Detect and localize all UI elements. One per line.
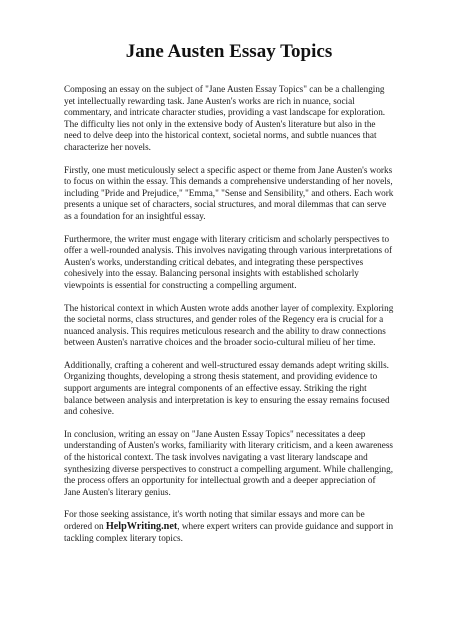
paragraph-closing (64, 509, 394, 544)
paragraph-writing-skills: Additionally, crafting a coherent and well-structured essay demands adept writing skills. Organizing thoughts, developing a strong thesis statement, and providing evidence to support arguments are integral components of an effective essay. Striking the right balance between analysis and interpretation is key to ensuring the essay remains focused and cohesive. (64, 359, 390, 417)
paragraph-literary-criticism: Furthermore, the writer must engage with literary criticism and scholarly perspectives to offer a well-rounded analysis. This involves navigating through various interpretations of Austen's works, understanding critical debates, and integrating these perspectives cohesively into the essay. Balancing personal insights with established scholarly viewpoints is essential for constructing a compelling argument. (64, 233, 393, 290)
helpwriting-link[interactable]: HelpWriting.net (105, 521, 178, 532)
document-page (64, 0, 394, 544)
paragraph-intro: Composing an essay on the subject of "Jane Austen Essay Topics" can be a challenging yet intellectually rewarding task. Jane Austen's works are rich in nuance, social commentary, and intricate character studies, providing a vast landscape for exploration. The difficulty lies not only in the extensive body of Austen's literature but also in the need to delve deep into the historical context, societal norms, and subtle nuances that characterize her novels. (64, 84, 386, 152)
closing-lead-text: For those seeking assistance, it's worth noting that similar essays and more can be ordered on (64, 509, 365, 531)
paragraph-conclusion: In conclusion, writing an essay on "Jane Austen Essay Topics" necessitates a deep understanding of Austen's works, familiarity with literary criticism, and a keen awareness of the historical context. The task involves navigating a vast literary landscape and synthesizing diverse perspectives to construct a compelling argument. While challenging, the process offers an opportunity for intellectual growth and a deeper appreciation of Jane Austen's literary genius. (64, 428, 394, 497)
closing-tail-text: , where expert writers can provide guidance and support in tackling complex literary topics. (64, 521, 394, 543)
paragraph-historical-context: The historical context in which Austen wrote adds another layer of complexity. Exploring the societal norms, class structures, and gender roles of the Regency era is crucial for a nuanced analysis. This requires meticulous research and the ability to draw connections between Austen's narrative choices and the broader socio-cultural milieu of her time. (64, 302, 394, 348)
paragraph-theme-selection: Firstly, one must meticulously select a specific aspect or theme from Jane Austen's works to focus on within the essay. This demands a comprehensive understanding of her novels, including "Pride and Prejudice," "Emma," "Sense and Sensibility," and others. Each work presents a unique set of characters, social structures, and moral dilemmas that can serve as a foundation for an insightful essay. (64, 164, 394, 221)
document-title: Jane Austen Essay Topics (125, 41, 333, 62)
